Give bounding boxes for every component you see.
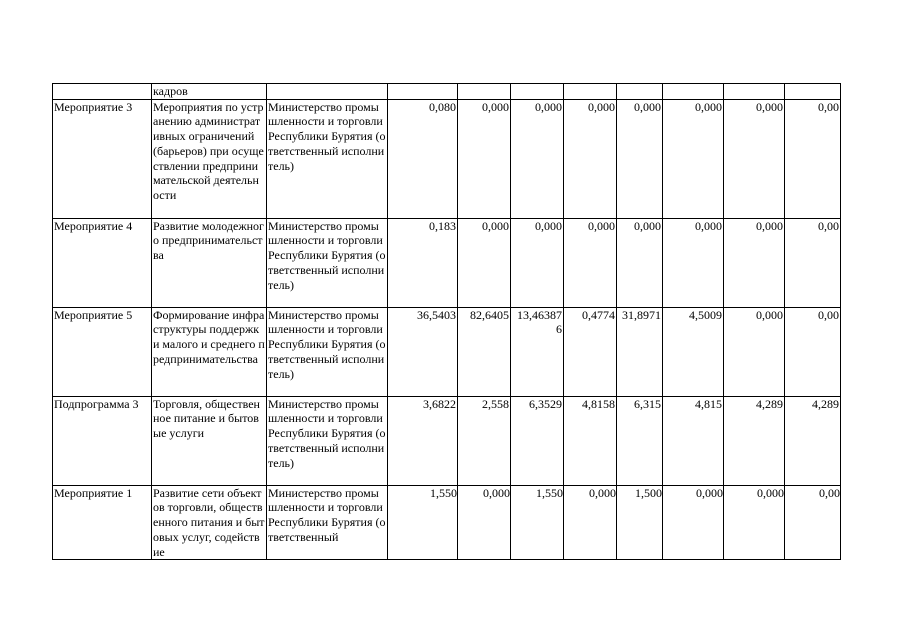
cell-empty <box>564 84 617 100</box>
value-cell: 0,00 <box>785 218 841 307</box>
value-cell: 0,00 <box>785 485 841 560</box>
value-cell: 0,000 <box>511 218 564 307</box>
value-cell: 0,000 <box>724 218 785 307</box>
table-row <box>53 218 841 307</box>
cell-empty <box>785 84 841 100</box>
value-cell: 4,289 <box>785 396 841 485</box>
value-cell: 1,550 <box>511 485 564 560</box>
value-cell: 6,315 <box>617 396 663 485</box>
cell-empty <box>53 84 152 100</box>
value-cell: 4,5009 <box>663 307 724 396</box>
value-cell: 36,5403 <box>388 307 458 396</box>
value-cell: 31,8971 <box>617 307 663 396</box>
row-executor: Министерство промышленности и торговли Республики Бурятия (ответственный <box>267 485 388 560</box>
cell-empty <box>724 84 785 100</box>
cell-empty <box>458 84 511 100</box>
row-name: Мероприятия по устранению административных ограничений (барьеров) при осуществлении предпринимательской деятельности <box>152 99 267 218</box>
continuation-row <box>53 84 841 100</box>
value-cell: 4,815 <box>663 396 724 485</box>
value-cell: 0,000 <box>564 218 617 307</box>
value-cell: 13,463876 <box>511 307 564 396</box>
value-cell: 0,000 <box>458 99 511 218</box>
value-cell: 0,183 <box>388 218 458 307</box>
value-cell: 0,000 <box>724 485 785 560</box>
value-cell: 0,000 <box>458 218 511 307</box>
value-cell: 2,558 <box>458 396 511 485</box>
value-cell: 82,6405 <box>458 307 511 396</box>
row-name: Развитие молодежного предпринимательства <box>152 218 267 307</box>
value-cell: 0,000 <box>564 99 617 218</box>
value-cell: 0,000 <box>511 99 564 218</box>
value-cell: 4,8158 <box>564 396 617 485</box>
cell-empty <box>267 84 388 100</box>
value-cell: 3,6822 <box>388 396 458 485</box>
row-name: Формирование инфраструктуры поддержки малого и среднего предпринимательства <box>152 307 267 396</box>
row-name: Торговля, общественное питание и бытовые услуги <box>152 396 267 485</box>
value-cell: 0,000 <box>564 485 617 560</box>
cell-empty <box>663 84 724 100</box>
row-code: Подпрограмма 3 <box>53 396 152 485</box>
value-cell: 0,000 <box>663 485 724 560</box>
table-row <box>53 485 841 560</box>
row-code: Мероприятие 4 <box>53 218 152 307</box>
budget-table <box>52 83 841 560</box>
value-cell: 0,4774 <box>564 307 617 396</box>
row-code: Мероприятие 3 <box>53 99 152 218</box>
value-cell: 0,000 <box>617 218 663 307</box>
row-executor: Министерство промышленности и торговли Республики Бурятия (ответственный исполнитель) <box>267 307 388 396</box>
value-cell: 0,000 <box>663 99 724 218</box>
value-cell: 0,00 <box>785 307 841 396</box>
row-executor: Министерство промышленности и торговли Республики Бурятия (ответственный исполнитель) <box>267 218 388 307</box>
value-cell: 0,00 <box>785 99 841 218</box>
row-code: Мероприятие 5 <box>53 307 152 396</box>
table-row <box>53 99 841 218</box>
row-name: Развитие сети объектов торговли, общественного питания и бытовых услуг, содействие <box>153 485 265 559</box>
row-executor: Министерство промышленности и торговли Республики Бурятия (ответственный исполнитель) <box>267 396 388 485</box>
value-cell: 6,3529 <box>511 396 564 485</box>
value-cell: 0,000 <box>617 99 663 218</box>
value-cell: 4,289 <box>724 396 785 485</box>
continuation-text: кадров <box>152 84 267 100</box>
value-cell: 0,080 <box>388 99 458 218</box>
value-cell: 0,000 <box>458 485 511 560</box>
table-row <box>53 307 841 396</box>
row-code: Мероприятие 1 <box>53 485 152 560</box>
cell-empty <box>617 84 663 100</box>
cell-empty <box>388 84 458 100</box>
value-cell: 1,550 <box>388 485 458 560</box>
row-executor: Министерство промышленности и торговли Республики Бурятия (ответственный исполнитель) <box>267 99 388 218</box>
value-cell: 0,000 <box>724 99 785 218</box>
cell-empty <box>511 84 564 100</box>
value-cell: 1,500 <box>617 485 663 560</box>
value-cell: 0,000 <box>724 307 785 396</box>
value-cell: 0,000 <box>663 218 724 307</box>
table-row <box>53 396 841 485</box>
table-body <box>53 84 841 560</box>
